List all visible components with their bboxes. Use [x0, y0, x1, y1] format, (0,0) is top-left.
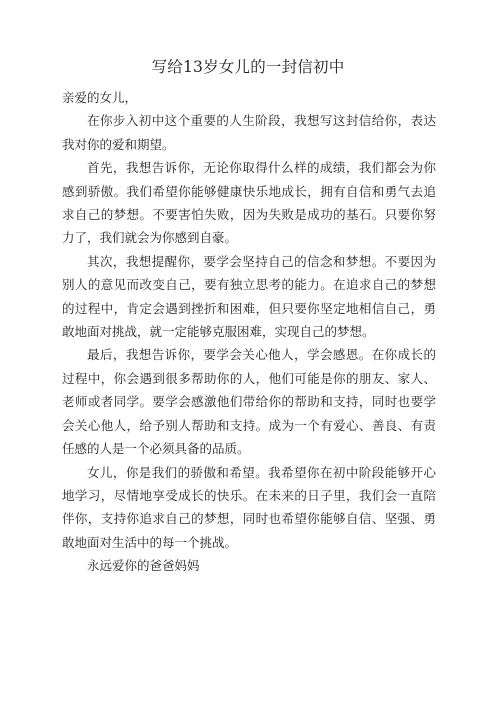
salutation: 亲爱的女儿，	[62, 90, 138, 105]
letter-body	[62, 86, 436, 578]
paragraph-closing: 女儿，你是我们的骄傲和希望。我希望你在初中阶段能够开心地学习，尽情地享受成长的快乐。在未来的日子里，我们会一直陪伴你，支持你追求自己的梦想，同时也希望你能够自信、坚强、勇敢地面对生活中的每一个挑战。	[62, 464, 436, 550]
letter-title: 写给13岁女儿的一封信初中	[151, 58, 345, 76]
paragraph-last: 最后，我想告诉你，要学会关心他人，学会感恩。在你成长的过程中，你会遇到很多帮助你的人，他们可能是你的朋友、家人、老师或者同学。要学会感激他们带给你的帮助和支持，同时也要学会关心他人，给予别人帮助和支持。成为一个有爱心、善良、有责任感的人是一个必须具备的品质。	[62, 347, 436, 457]
paragraph-intro: 在你步入初中这个重要的人生阶段，我想写这封信给你，表达我对你的爱和期望。	[62, 113, 436, 152]
paragraph-second: 其次，我想提醒你，要学会坚持自己的信念和梦想。不要因为别人的意见而改变自己，要有独立思考的能力。在追求自己的梦想的过程中，肯定会遇到挫折和困难，但只要你坚定地相信自己，勇敢地面对挑战，就一定能够克服困难，实现自己的梦想。	[62, 253, 436, 340]
signoff: 永远爱你的爸爸妈妈	[87, 558, 200, 574]
paragraph-first: 首先，我想告诉你，无论你取得什么样的成绩，我们都会为你感到骄傲。我们希望你能够健康快乐地成长，拥有自信和勇气去追求自己的梦想。不要害怕失败，因为失败是成功的基石。只要你努力了，我们就会为你感到自豪。	[62, 160, 436, 246]
